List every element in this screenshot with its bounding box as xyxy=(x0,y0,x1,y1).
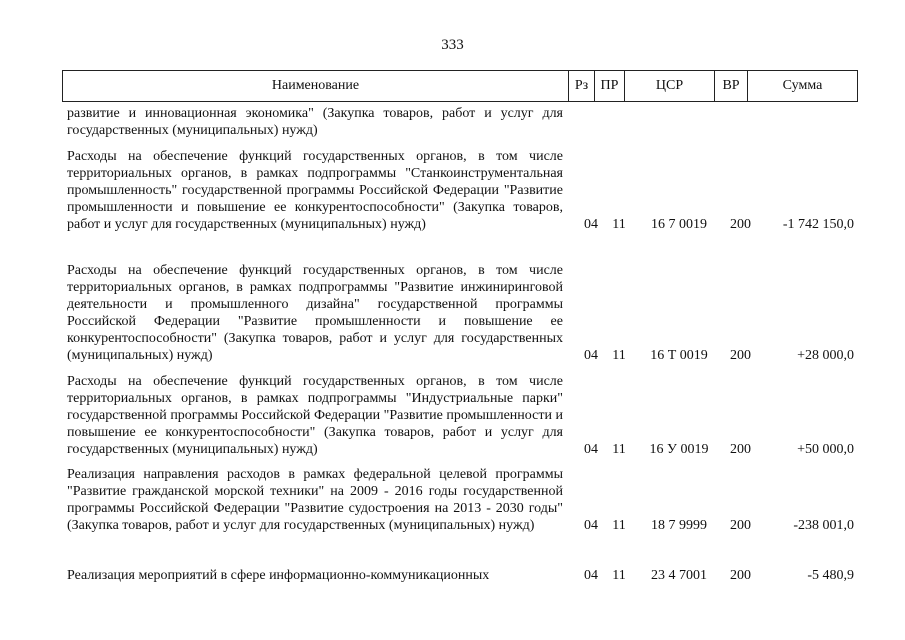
row-values xyxy=(67,216,858,233)
row-name: Реализация мероприятий в сфере информационно-коммуникационных xyxy=(67,568,490,583)
table-row xyxy=(67,262,858,364)
row-name: Расходы на обеспечение функций государственных органов, в том числе территориальных органов, в рамках подпрограммы "Станкоинструментальная промышленность" государственной программы Российской Федерации "Развитие промышленности и повышение ее конкурентоспособности" (Закупка товаров, работ и услуг для государственных (муниципальных) нужд) xyxy=(67,149,563,232)
row-pr: 11 xyxy=(612,568,626,583)
table-header xyxy=(62,70,858,102)
row-sum: +28 000,0 xyxy=(797,348,854,363)
row-rz: 04 xyxy=(584,442,598,457)
row-name: Реализация направления расходов в рамках федеральной целевой программы "Развитие гражданской морской техники" на 2009 - 2016 годы государственной программы Российской Федерации "Развитие судостроения на 2013 - 2030 годы" (Закупка товаров, работ и услуг для государственных (муниципальных) нужд) xyxy=(67,467,563,533)
row-pr: 11 xyxy=(612,348,626,363)
row-pr: 11 xyxy=(612,217,626,232)
row-values xyxy=(67,347,858,364)
row-sum: -238 001,0 xyxy=(793,518,854,533)
row-values xyxy=(67,517,858,534)
row-csr: 18 7 9999 xyxy=(651,518,707,533)
row-vr: 200 xyxy=(730,217,751,232)
row-name: Расходы на обеспечение функций государственных органов, в том числе территориальных органов, в рамках подпрограммы "Развитие инжиниринговой деятельности и промышленного дизайна" государственной программы Российской Федерации "Развитие промышленности и повышение ее конкурентоспособности" (Закупка товаров, работ и услуг для государственных (муниципальных) нужд) xyxy=(67,263,563,363)
table-row xyxy=(67,105,858,139)
header-rz: Рз xyxy=(569,71,595,101)
row-vr: 200 xyxy=(730,442,751,457)
table-row xyxy=(67,567,858,584)
row-sum: -1 742 150,0 xyxy=(782,217,854,232)
row-name: развитие и инновационная экономика" (Закупка товаров, работ и услуг для государственных (муниципальных) нужд) xyxy=(67,106,563,138)
row-rz: 04 xyxy=(584,568,598,583)
table-row xyxy=(67,148,858,233)
row-sum: +50 000,0 xyxy=(797,442,854,457)
header-pr: ПР xyxy=(595,71,625,101)
row-vr: 200 xyxy=(730,518,751,533)
row-pr: 11 xyxy=(612,518,626,533)
row-csr: 16 7 0019 xyxy=(651,217,707,232)
table-row xyxy=(67,466,858,534)
table-row xyxy=(67,373,858,458)
header-name: Наименование xyxy=(63,71,569,101)
row-csr: 16 У 0019 xyxy=(649,442,709,457)
row-csr: 23 4 7001 xyxy=(651,568,707,583)
header-vr: ВР xyxy=(715,71,748,101)
row-csr: 16 Т 0019 xyxy=(650,348,708,363)
row-rz: 04 xyxy=(584,217,598,232)
row-sum: -5 480,9 xyxy=(807,568,854,583)
page-number: 333 xyxy=(441,37,464,53)
header-csr: ЦСР xyxy=(625,71,715,101)
header-sum: Сумма xyxy=(782,78,823,93)
row-values xyxy=(67,567,858,584)
row-name: Расходы на обеспечение функций государственных органов, в том числе территориальных органов, в рамках подпрограммы "Индустриальные парки" государственной программы Российской Федерации "Развитие промышленности и повышение ее конкурентоспособности" (Закупка товаров, работ и услуг для государственных (муниципальных) нужд) xyxy=(67,374,563,457)
row-vr: 200 xyxy=(730,348,751,363)
row-pr: 11 xyxy=(612,442,626,457)
row-vr: 200 xyxy=(730,568,751,583)
row-values xyxy=(67,441,858,458)
row-rz: 04 xyxy=(584,518,598,533)
row-rz: 04 xyxy=(584,348,598,363)
